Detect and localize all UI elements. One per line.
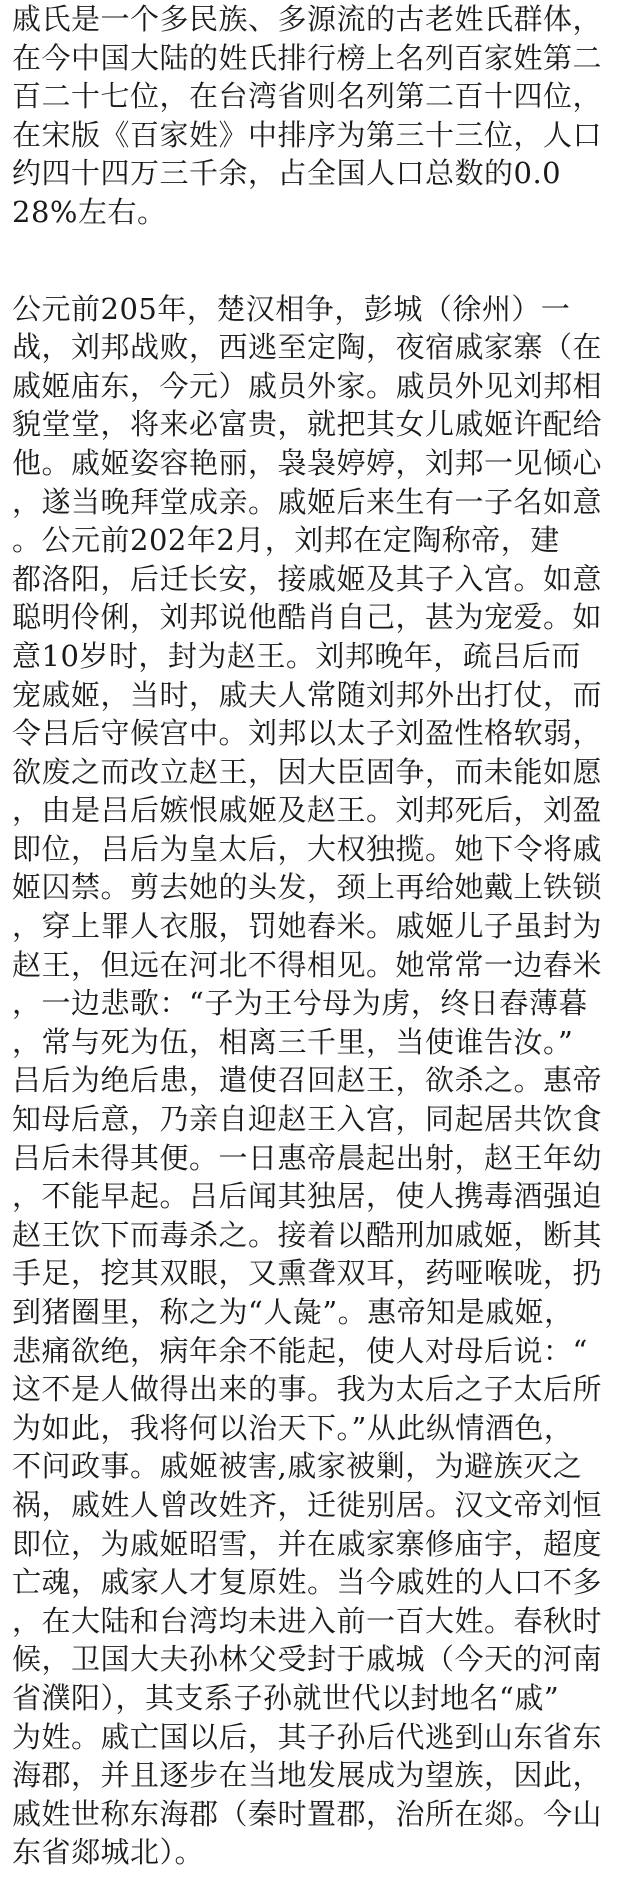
text-line: 他。戚姬姿容艳丽，袅袅婷婷，刘邦一见倾心	[12, 445, 603, 480]
text-line: 为姓。戚亡国以后，其子孙后代逃到山东省东	[12, 1719, 603, 1754]
text-line: ，不能早起。吕后闻其独居，使人携毒酒强迫	[12, 1179, 603, 1214]
text-line: 在今中国大陆的姓氏排行榜上名列百家姓第二	[12, 40, 603, 75]
text-line: ，遂当晚拜堂成亲。戚姬后来生有一子名如意	[12, 484, 603, 519]
text-line: 吕后未得其便。一日惠帝晨起出射，赵王年幼	[12, 1140, 603, 1175]
text-line: ，在大陆和台湾均未进入前一百大姓。春秋时	[12, 1603, 603, 1638]
text-line: 候，卫国大夫孙林父受封于戚城（今天的河南	[12, 1642, 603, 1677]
text-line: 到猪圈里，称之为“人彘”。惠帝知是戚姬，	[12, 1295, 574, 1329]
text-line: 祸，戚姓人曾改姓齐，迁徙别居。汉文帝刘恒	[12, 1487, 603, 1522]
text-line: 戚氏是一个多民族、多源流的古老姓氏群体，	[12, 2, 603, 36]
text-line: 东省郯城北）。	[12, 1835, 205, 1870]
text-line: 这不是人做得出来的事。我为太后之子太后所	[12, 1372, 603, 1407]
paragraph-gap	[12, 232, 640, 290]
text-line: ，穿上罪人衣服，罚她舂米。戚姬儿子虽封为	[12, 909, 603, 944]
text-line: ，常与死为伍，相离三千里，当使谁告汝。”	[12, 1024, 574, 1059]
text-line: 在宋版《百家姓》中排序为第三十三位，人口	[12, 117, 603, 152]
text-line: 赵王饮下而毒杀之。接着以酷刑加戚姬，断其	[12, 1217, 603, 1252]
text-line: 。公元前202年2月，刘邦在定陶称帝，建	[12, 523, 560, 558]
text-line: 戚姓世称东海郡（秦时置郡，治所在郯。今山	[12, 1796, 603, 1831]
text-line: 意10岁时，封为赵王。刘邦晚年，疏吕后而	[12, 638, 581, 673]
text-line: 令吕后守候宫中。刘邦以太子刘盈性格软弱，	[12, 716, 603, 751]
text-line: 手足，挖其双眼，又熏聋双耳，药哑喉咙，扔	[12, 1256, 603, 1291]
text-line: 聪明伶俐，刘邦说他酷肖自己，甚为宠爱。如	[12, 600, 603, 635]
paragraph-intro	[12, 0, 640, 232]
text-line: 貌堂堂，将来必富贵，就把其女儿戚姬许配给	[12, 407, 603, 442]
text-line: 姬囚禁。剪去她的头发，颈上再给她戴上铁锁	[12, 870, 603, 905]
text-line: 海郡，并且逐步在当地发展成为望族，因此，	[12, 1758, 603, 1793]
text-line: 悲痛欲绝，病年余不能起，使人对母后说：“	[12, 1333, 588, 1368]
text-line: 赵王，但远在河北不得相见。她常常一边舂米	[12, 947, 603, 982]
text-line: 吕后为绝后患，遣使召回赵王，欲杀之。惠帝	[12, 1063, 603, 1098]
text-line: 即位，吕后为皇太后，大权独揽。她下令将戚	[12, 831, 603, 866]
text-line: 约四十四万三千余，占全国人口总数的0.0	[12, 156, 562, 191]
text-line: ，由是吕后嫉恨戚姬及赵王。刘邦死后，刘盈	[12, 793, 603, 828]
text-line: 都洛阳，后迁长安，接戚姬及其子入宫。如意	[12, 561, 603, 596]
text-line: 知母后意，乃亲自迎赵王入宫，同起居共饮食	[12, 1102, 603, 1137]
text-line: 宠戚姬，当时，戚夫人常随刘邦外出打仗，而	[12, 677, 603, 712]
paragraph-history	[12, 290, 640, 1872]
text-line: ，一边悲歌：“子为王兮母为虏，终日舂薄暮	[12, 986, 588, 1021]
text-line: 亡魂，戚家人才复原姓。当今戚姓的人口不多	[12, 1565, 603, 1600]
text-line: 欲废之而改立赵王，因大臣固争，而未能如愿	[12, 754, 603, 789]
text-line: 不问政事。戚姬被害,戚家被剿，为避族灭之	[12, 1449, 583, 1484]
text-line: 战，刘邦战败，西逃至定陶，夜宿戚家寨（在	[12, 330, 603, 365]
text-line: 戚姬庙东，今元）戚员外家。戚员外见刘邦相	[12, 368, 603, 403]
text-line: 28%左右。	[12, 194, 167, 229]
text-line: 百二十七位，在台湾省则名列第二百十四位，	[12, 79, 603, 114]
text-line: 即位，为戚姬昭雪，并在戚家寨修庙宇，超度	[12, 1526, 603, 1561]
text-line: 为如此，我将何以治天下。”从此纵情酒色，	[12, 1410, 574, 1445]
text-line: 省濮阳），其支系子孙就世代以封地名“戚”	[12, 1680, 560, 1715]
text-line: 公元前205年，楚汉相争，彭城（徐州）一	[12, 291, 571, 326]
